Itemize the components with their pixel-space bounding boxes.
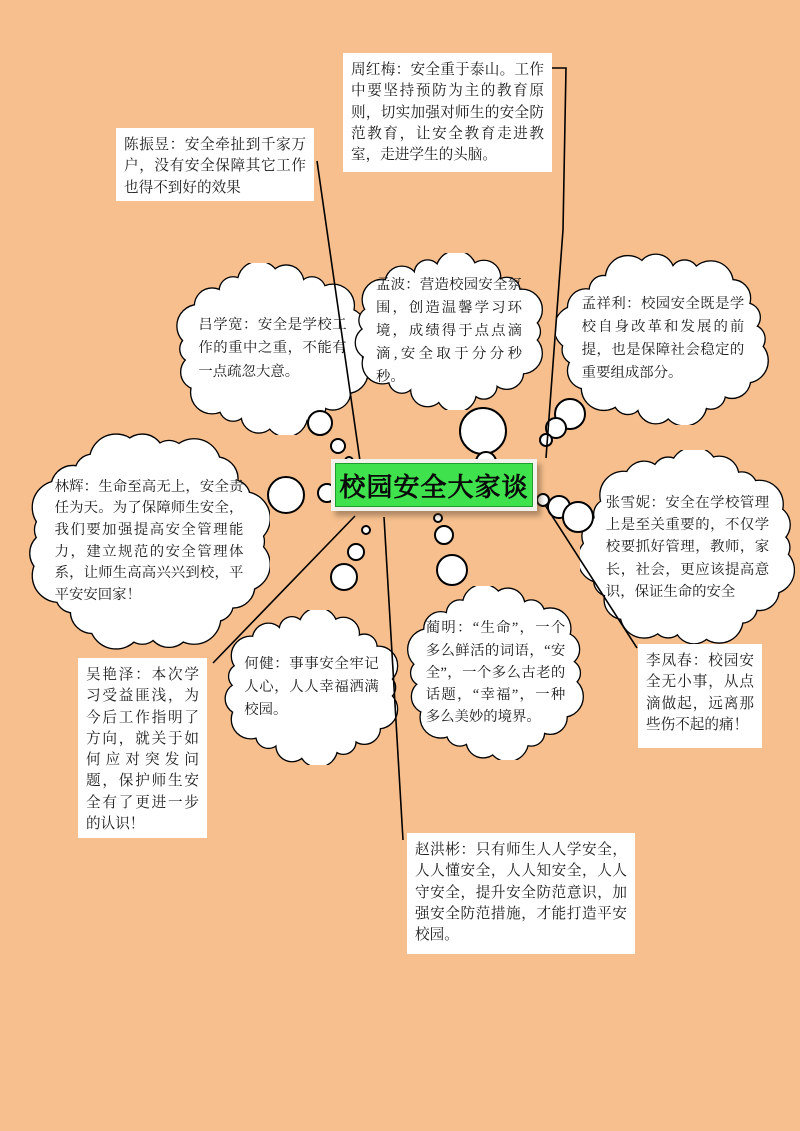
quote-box-zhouhongmei xyxy=(343,53,552,172)
quote-text-lifengchun: 李凤春：校园安全无小事，从点滴做起，远离那些伤不起的痛！ xyxy=(646,653,754,733)
cloud-quote-mengxiangli: 孟祥利：校园安全既是学校自身改革和发展的前提，也是保障社会稳定的重要组成部分。 xyxy=(581,295,745,382)
speech-cloud-mengxiangli xyxy=(556,253,770,425)
quote-box-chenzhenyu xyxy=(116,128,314,201)
quote-box-wuyanze xyxy=(78,658,207,838)
quote-text-zhouhongmei: 周红梅：安全重于泰山。工作中要坚持预防为主的教育原则，切实加强对师生的安全防范教育，让安全教育走进教室，走进学生的头脑。 xyxy=(351,62,544,164)
speech-cloud-luxuekuan xyxy=(175,263,370,435)
thought-bubble xyxy=(434,525,454,545)
diagram-title-frame xyxy=(331,459,537,511)
speech-cloud-linming xyxy=(406,586,585,760)
speech-cloud-mengbo xyxy=(353,253,545,410)
thought-bubble xyxy=(459,407,507,455)
cloud-quote-zhangxueni: 张雪妮：安全在学校管理上是至关重要的，不仅学校要抓好管理，教师，家长，社会，更应该提高意识，保证生命的安全 xyxy=(605,494,770,600)
quote-box-lifengchun xyxy=(638,644,762,748)
thought-bubble xyxy=(361,525,371,535)
thought-bubble xyxy=(347,543,365,561)
diagram-title: 校园安全大家谈 xyxy=(335,463,533,507)
cloud-quote-linhui: 林辉：生命至高无上，安全责任为天。为了保障师生安全，我们要加强提高安全管理能力，建立规范的安全管理体系，让师生高高兴兴到校，平平安安回家！ xyxy=(54,478,244,603)
quote-text-zhaohongbin: 赵洪彬：只有师生人人学安全，人人懂安全，人人知安全，人人守安全，提升安全防范意识，加强安全防范措施，才能打造平安校园。 xyxy=(415,842,627,944)
thought-bubble xyxy=(433,513,443,523)
thought-bubble xyxy=(307,410,333,436)
quote-text-chenzhenyu: 陈振昱：安全牵扯到千家万户，没有安全保障其它工作也得不到好的效果 xyxy=(124,137,306,196)
cloud-quote-linming: 蔺明：“生命”，一个多么鲜活的词语，“安全”，一个多么古老的话题，“幸福”，一种多么美妙的境界。 xyxy=(425,620,566,726)
quote-box-zhaohongbin xyxy=(407,833,635,954)
thought-bubble xyxy=(330,438,346,454)
thought-bubble xyxy=(330,563,358,591)
thought-bubble xyxy=(436,554,468,586)
quote-text-wuyanze: 吴艳泽：本次学习受益匪浅，为今后工作指明了方向，就关于如何应对突发问题，保护师生安全有了更进一步的认识！ xyxy=(86,667,199,833)
thought-bubble xyxy=(267,476,305,514)
thought-bubble xyxy=(562,501,594,533)
cloud-quote-mengbo: 孟波：营造校园安全氛围，创造温馨学习环境，成绩得于点点滴滴,安全取于分分秒秒。 xyxy=(376,276,522,386)
cloud-quote-luxuekuan: 吕学宽：安全是学校工作的重中之重，不能有一点疏忽大意。 xyxy=(198,317,347,380)
cloud-quote-hejian: 何健：事事安全牢记人心，人人幸福洒满校园。 xyxy=(244,655,379,719)
thought-bubble xyxy=(539,433,553,447)
speech-cloud-hejian xyxy=(223,610,400,765)
speech-cloud-zhangxueni xyxy=(580,450,795,645)
